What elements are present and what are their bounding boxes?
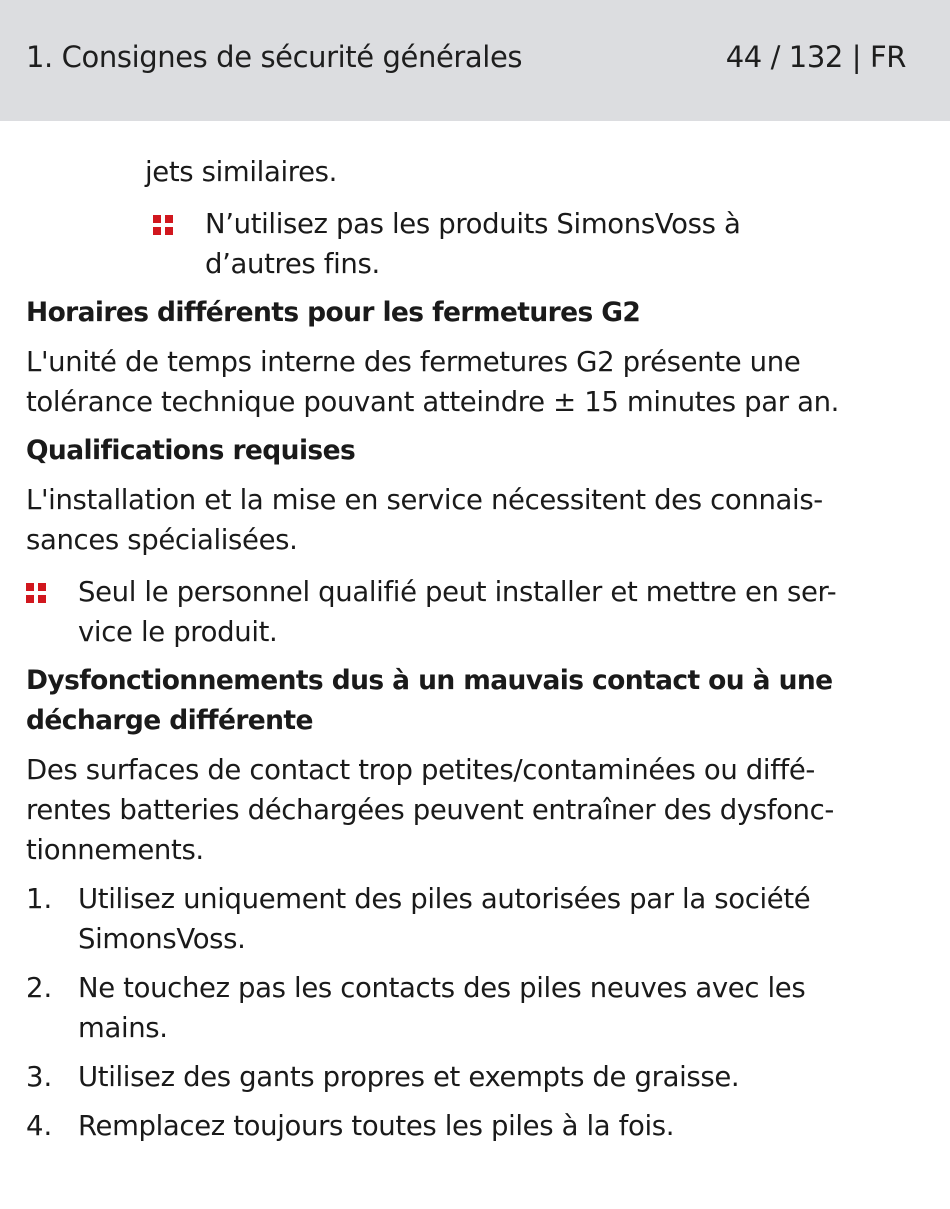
- bullet-item: [26, 572, 906, 652]
- paragraph-line: L'unité de temps interne des fermetures G2 présente une: [26, 346, 801, 378]
- numbered-step: [26, 1057, 906, 1097]
- step-line: mains.: [78, 1012, 168, 1044]
- paragraph: [26, 750, 906, 870]
- red-bullet-icon: [26, 583, 47, 604]
- numbered-step: [26, 1106, 906, 1146]
- section-heading: Horaires différents pour les fermetures G2: [26, 297, 641, 328]
- continuation-text: jets similaires.: [145, 156, 338, 188]
- paragraph: [26, 480, 906, 560]
- paragraph-line: rentes batteries déchargées peuvent entraîner des dysfonc-: [26, 794, 834, 826]
- page-header: [0, 0, 950, 121]
- bullet-line: Seul le personnel qualifié peut installer et mettre en ser-: [78, 576, 837, 608]
- section-title: 1. Consignes de sécurité générales: [26, 40, 523, 74]
- step-line: Remplacez toujours toutes les piles à la fois.: [78, 1110, 675, 1142]
- red-bullet-icon: [153, 215, 174, 236]
- paragraph-line: tionnements.: [26, 834, 204, 866]
- bullet-item: [153, 204, 906, 284]
- bullet-line: N’utilisez pas les produits SimonsVoss à: [205, 208, 741, 240]
- numbered-step: [26, 879, 906, 959]
- step-line: Utilisez uniquement des piles autorisées par la société: [78, 883, 811, 915]
- step-number: 1.: [26, 883, 53, 915]
- bullet-line: d’autres fins.: [205, 248, 380, 280]
- page-indicator: 44 / 132 | FR: [725, 40, 906, 74]
- paragraph-line: tolérance technique pouvant atteindre ± 15 minutes par an.: [26, 386, 840, 418]
- step-number: 2.: [26, 972, 53, 1004]
- document-body: [26, 152, 906, 1146]
- numbered-step: [26, 968, 906, 1048]
- paragraph-line: sances spécialisées.: [26, 524, 298, 556]
- step-line: SimonsVoss.: [78, 923, 246, 955]
- step-number: 4.: [26, 1110, 53, 1142]
- bullet-line: vice le produit.: [78, 616, 278, 648]
- paragraph: [26, 342, 906, 422]
- paragraph-line: Des surfaces de contact trop petites/contaminées ou diffé-: [26, 754, 816, 786]
- section-heading: Qualifications requises: [26, 435, 356, 466]
- step-line: Utilisez des gants propres et exempts de graisse.: [78, 1061, 740, 1093]
- paragraph-line: L'installation et la mise en service nécessitent des connais-: [26, 484, 823, 516]
- step-line: Ne touchez pas les contacts des piles neuves avec les: [78, 972, 806, 1004]
- section-heading: [26, 661, 906, 741]
- heading-line: Dysfonctionnements dus à un mauvais contact ou à une: [26, 665, 833, 696]
- step-number: 3.: [26, 1061, 53, 1093]
- heading-line: décharge différente: [26, 705, 313, 736]
